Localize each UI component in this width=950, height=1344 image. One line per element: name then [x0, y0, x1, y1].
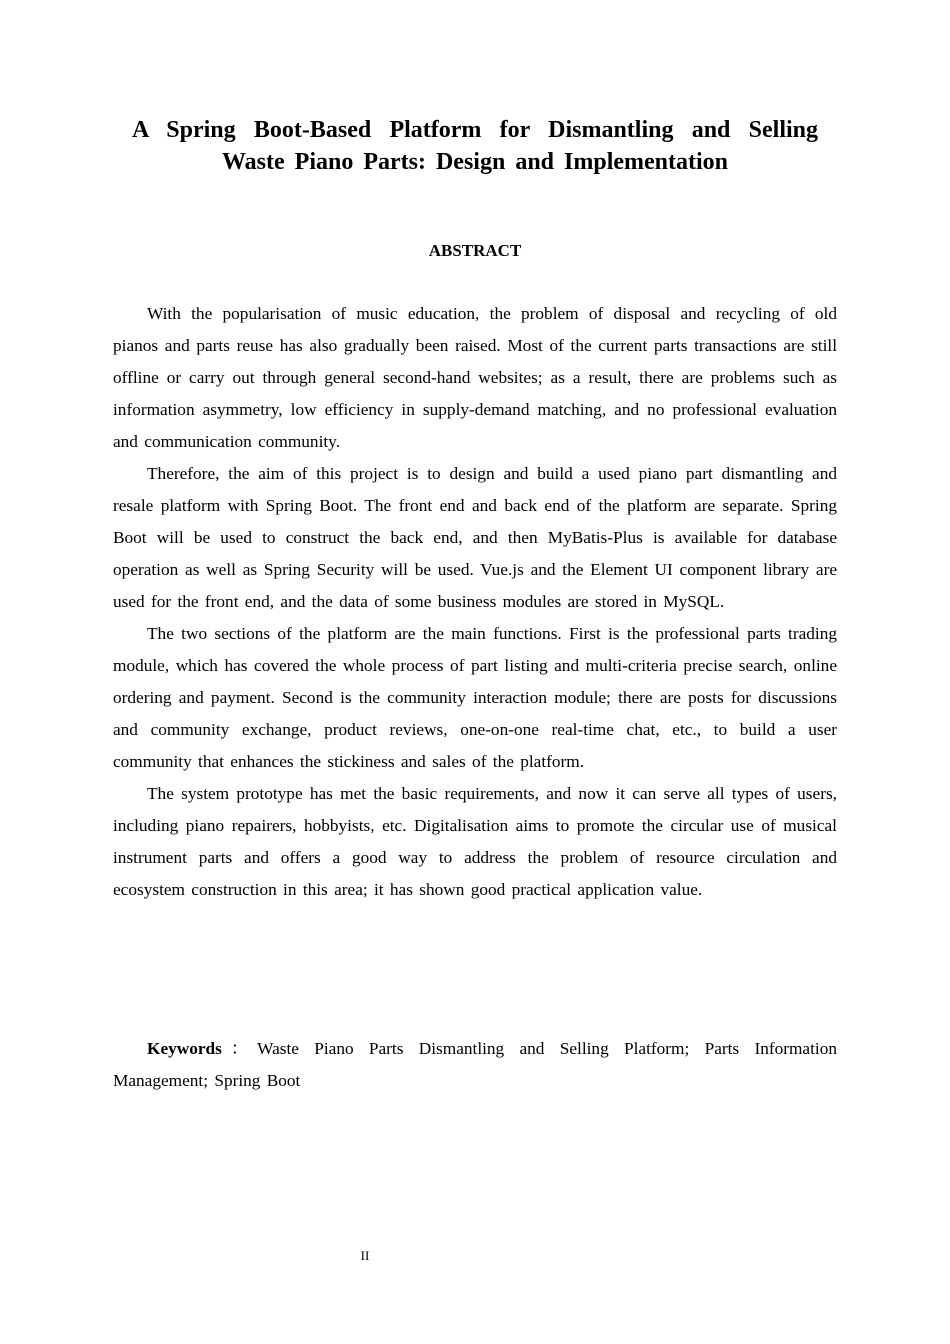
keywords-separator: ： — [221, 1039, 258, 1058]
document-title — [113, 114, 837, 178]
page-number: II — [360, 1248, 370, 1263]
keywords-line — [113, 1033, 837, 1097]
abstract-body — [113, 298, 837, 906]
abstract-paragraph-4: The system prototype has met the basic requirements, and now it can serve all types of users, including piano repairers, hobbyists, etc. Digitalisation aims to promote the circular use of musical instrument parts and offers a good way to address the problem of resource circulation and ecosystem construction in this area; it has shown good practical application value. — [113, 784, 837, 899]
abstract-paragraph-2: Therefore, the aim of this project is to design and build a used piano part dismantling and resale platform with Spring Boot. The front end and back end of the platform are separate. Spring Boot will be used to construct the back end, and then MyBatis-Plus is available for database operation as well as Spring Security will be used. Vue.js and the Element UI component library are used for the front end, and the data of some business modules are stored in MySQL. — [113, 464, 837, 611]
keywords-label: Keywords — [147, 1039, 222, 1058]
title-line-2: Waste Piano Parts: Design and Implementation — [222, 149, 728, 175]
title-line-1: A Spring Boot-Based Platform for Dismantling and Selling — [132, 117, 818, 143]
abstract-paragraph-1: With the popularisation of music education, the problem of disposal and recycling of old pianos and parts reuse has also gradually been raised. Most of the current parts transactions are still offline or carry out through general second-hand websites; as a result, there are problems such as information asymmetry, low efficiency in supply-demand matching, and no professional evaluation and communication community. — [113, 304, 837, 451]
abstract-paragraph-3: The two sections of the platform are the main functions. First is the professional parts trading module, which has covered the whole process of part listing and multi-criteria precise search, online ordering and payment. Second is the community interaction module; there are posts for discussions and community exchange, product reviews, one-on-one real-time chat, etc., to build a user community that enhances the stickiness and sales of the platform. — [113, 624, 837, 771]
abstract-heading: ABSTRACT — [428, 241, 522, 260]
keywords-text: Waste Piano Parts Dismantling and Selling Platform; Parts Information Management; Spring Boot — [113, 1039, 837, 1090]
